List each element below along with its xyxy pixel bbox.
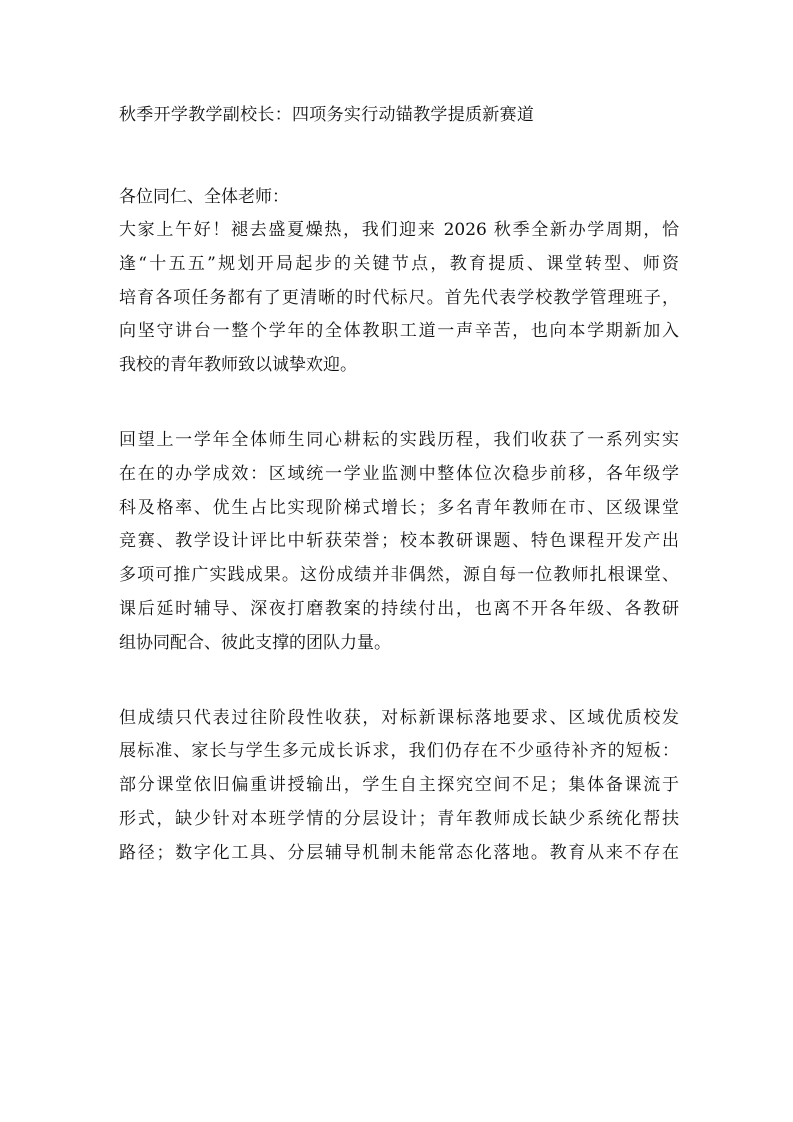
paragraph-line: 逢“十五五”规划开局起步的关键节点，教育提质、课堂转型、师资	[119, 253, 679, 274]
paragraph-line: 课后延时辅导、深夜打磨教案的持续付出，也离不开各年级、各教研	[119, 598, 679, 619]
paragraph-greeting	[119, 214, 679, 383]
paragraph-line: 我校的青年教师致以诚挚欢迎。	[119, 355, 357, 376]
paragraph-review	[119, 424, 679, 661]
paragraph-line: 部分课堂依旧偏重讲授输出，学生自主探究空间不足；集体备课流于	[119, 775, 679, 796]
paragraph-line: 组协同配合、彼此支撑的团队力量。	[119, 632, 391, 653]
paragraph-line: 向坚守讲台一整个学年的全体教职工道一声辛苦，也向本学期新加入	[119, 321, 679, 342]
paragraph-line: 路径；数字化工具、分层辅导机制未能常态化落地。教育从来不存在	[119, 842, 679, 863]
paragraph-shortcomings	[119, 702, 679, 871]
paragraph-line: 科及格率、优生占比实现阶梯式增长；多名青年教师在市、区级课堂	[119, 497, 679, 518]
paragraph-line: 展标准、家长与学生多元成长诉求，我们仍存在不少亟待补齐的短板：	[119, 741, 679, 762]
paragraph-line: 回望上一学年全体师生同心耕耘的实践历程，我们收获了一系列实实	[119, 429, 679, 450]
paragraph-line: 在在的办学成效：区域统一学业监测中整体位次稳步前移，各年级学	[119, 463, 679, 484]
paragraph-line: 多项可推广实践成果。这份成绩并非偶然，源自每一位教师扎根课堂、	[119, 565, 679, 586]
paragraph-line: 但成绩只代表过往阶段性收获，对标新课标落地要求、区域优质校发	[119, 707, 679, 728]
document-title: 秋季开学教学副校长：四项务实行动锚教学提质新赛道	[119, 105, 535, 125]
document-body	[119, 98, 679, 871]
paragraph-line: 竞赛、教学设计评比中斩获荣誉；校本教研课题、特色课程开发产出	[119, 531, 679, 552]
paragraph-line: 形式，缺少针对本班学情的分层设计；青年教师成长缺少系统化帮扶	[119, 808, 679, 829]
paragraph-line: 培育各项任务都有了更清晰的时代标尺。首先代表学校教学管理班子，	[119, 287, 679, 308]
paragraph-line: 大家上午好！褪去盛夏燥热，我们迎来 2026 秋季全新办学周期，恰	[119, 220, 679, 240]
salutation: 各位同仁、全体老师：	[119, 187, 289, 207]
